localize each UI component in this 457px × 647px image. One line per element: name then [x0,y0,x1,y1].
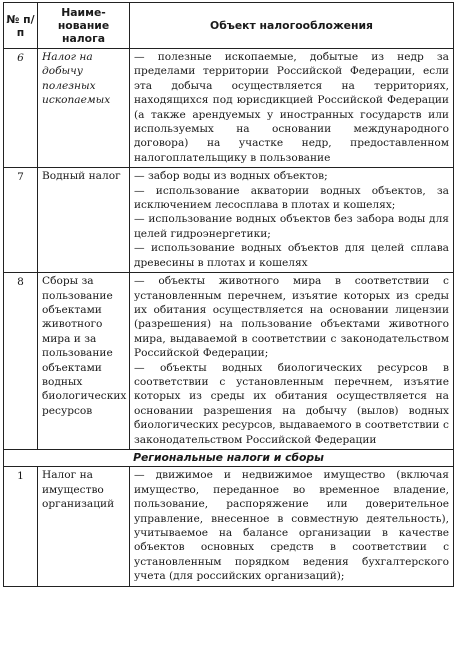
object-item: — движимое и недвижимое имущество (включая имущество, переданное во временное владение, пользование, распоряжение или доверительное управление, внесенное в совместную деятельность), учитываемое на балансе организации в качестве объектов основных средств в соответствии с установленным порядком ведения бухгалтерского учета (для российских организаций); [134,469,449,583]
table-header-row [4,3,454,49]
row-number: 1 [4,467,38,586]
object-item: — забор воды из водных объектов; [134,170,328,183]
tax-object [130,273,454,450]
tax-object [130,49,454,168]
tax-name: Налог на имущество организаций [38,467,130,586]
row-number: 8 [4,273,38,450]
object-item: — использование акватории водных объектов, за исключением лесосплава в плотах и кошелях; [134,184,449,212]
tax-name: Налог на добычу полезных ископаемых [38,49,130,168]
tax-name: Водный налог [38,168,130,273]
header-num: № п/п [4,3,38,49]
object-item: — объекты водных биологических ресурсов в соответствии с установленным перечнем, изъятие которых из среды их обитания осуществляется на основании разрешения на добычу (вылов) водных биологических ресурсов, выдаваемого в соответствии с законодательством Российской Федерации [134,361,449,446]
tax-object [130,168,454,273]
table-row [4,467,454,586]
section-title: Региональные налоги и сборы [4,449,454,466]
tax-object [130,467,454,586]
header-name: Наиме-нование налога [38,3,130,49]
table-row [4,168,454,273]
section-row [4,449,454,466]
table-row [4,273,454,450]
object-item: — использование водных объектов для целей сплава древесины в плотах и кошелях [134,242,449,269]
row-number: 6 [4,49,38,168]
header-object: Объект налогообложения [130,3,454,49]
object-item: — полезные ископаемые, добытые из недр за пределами территории Российской Федерации, если эта добыча осуществляется на территориях, находящихся под юрисдикцией Российской Федерации (а также арендуемых у иностранных государств или используемых на основании международного договора) на участке недр, предоставленном налогоплательщику в пользование [134,51,449,164]
tax-name: Сборы за пользование объектами животного мира и за пользование объектами водных биологических ресурсов [38,273,130,450]
object-item: — использование водных объектов без забора воды для целей гидроэнергетики; [134,213,449,240]
row-number: 7 [4,168,38,273]
object-item: — объекты животного мира в соответствии с установленным перечнем, изъятие которых из среды их обитания осуществляется на основании лицензии (разрешения) на пользование объектами животного мира, выдаваемой в соответствии с законодательством Российской Федерации; [134,275,449,360]
tax-table [3,2,454,587]
table-row [4,49,454,168]
